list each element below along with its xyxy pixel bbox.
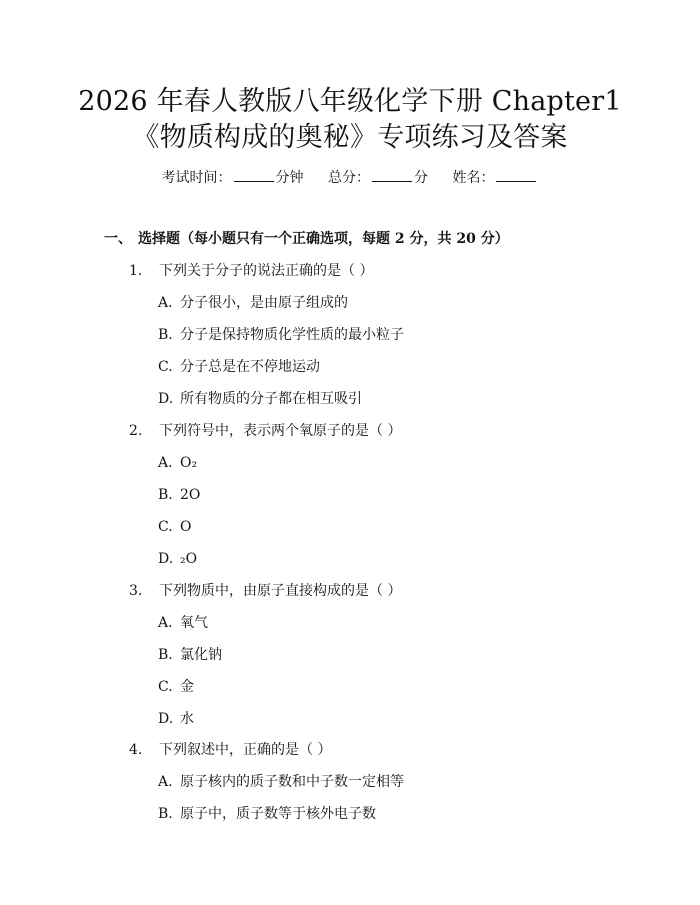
option-text: 2O bbox=[180, 487, 201, 503]
question-1 bbox=[129, 261, 373, 281]
total-score-unit: 分 bbox=[414, 170, 428, 186]
document-title-line1: 2026 年春人教版八年级化学下册 Chapter1 bbox=[78, 86, 622, 117]
question-1-option-b bbox=[158, 325, 404, 345]
option-text: 氯化钠 bbox=[180, 647, 222, 663]
question-text: 下列关于分子的说法正确的是（ ） bbox=[159, 263, 374, 279]
total-score-blank bbox=[372, 169, 412, 182]
question-number: 1. bbox=[129, 263, 143, 279]
question-text: 下列符号中，表示两个氧原子的是（ ） bbox=[159, 423, 402, 439]
question-3-option-b bbox=[158, 645, 222, 665]
option-text: 所有物质的分子都在相互吸引 bbox=[180, 391, 362, 407]
question-number: 3. bbox=[129, 583, 143, 599]
section-heading bbox=[104, 229, 509, 249]
option-letter: A. bbox=[158, 455, 173, 471]
question-2-option-b bbox=[158, 485, 200, 505]
option-letter: B. bbox=[158, 487, 173, 503]
option-text: 原子核内的质子数和中子数一定相等 bbox=[180, 774, 404, 790]
option-letter: D. bbox=[158, 711, 174, 727]
exam-time-unit: 分钟 bbox=[275, 170, 304, 186]
option-letter: A. bbox=[158, 615, 173, 631]
question-1-option-c bbox=[158, 357, 320, 377]
question-3-option-c bbox=[158, 677, 194, 697]
question-2 bbox=[129, 421, 401, 441]
name-label: 姓名： bbox=[452, 170, 495, 186]
question-1-option-d bbox=[158, 389, 362, 409]
document-title-line2: 《物质构成的奥秘》专项练习及答案 bbox=[132, 122, 568, 153]
question-3-option-d bbox=[158, 709, 194, 729]
exam-time-label: 考试时间： bbox=[161, 170, 232, 186]
question-4-option-b bbox=[158, 804, 376, 824]
name-blank bbox=[496, 169, 536, 182]
exam-time-blank bbox=[234, 169, 274, 182]
question-3 bbox=[129, 581, 401, 601]
option-text: 水 bbox=[180, 711, 194, 727]
option-text: 金 bbox=[180, 679, 194, 695]
question-2-option-c bbox=[158, 517, 191, 537]
option-letter: B. bbox=[158, 327, 173, 343]
question-1-option-a bbox=[158, 293, 348, 313]
option-text: 原子中，质子数等于核外电子数 bbox=[180, 806, 376, 822]
section-title: 选择题（每小题只有一个正确选项，每题 2 分，共 20 分） bbox=[138, 231, 509, 247]
option-text: 分子是保持物质化学性质的最小粒子 bbox=[180, 327, 404, 343]
question-2-option-a bbox=[158, 453, 197, 473]
question-2-option-d bbox=[158, 549, 197, 569]
option-text: ₂O bbox=[180, 551, 198, 567]
option-letter: B. bbox=[158, 647, 173, 663]
option-text: O bbox=[180, 519, 192, 535]
question-number: 4. bbox=[129, 742, 143, 758]
option-text: 分子总是在不停地运动 bbox=[180, 359, 320, 375]
option-letter: B. bbox=[158, 806, 173, 822]
section-number: 一、 bbox=[104, 231, 132, 247]
question-4 bbox=[129, 740, 331, 760]
option-text: 氧气 bbox=[180, 615, 208, 631]
name-field bbox=[452, 168, 538, 188]
question-3-option-a bbox=[158, 613, 208, 633]
exam-time-field bbox=[162, 168, 304, 188]
total-score-label: 总分： bbox=[328, 170, 370, 186]
question-number: 2. bbox=[129, 423, 143, 439]
option-letter: D. bbox=[158, 551, 174, 567]
question-4-option-a bbox=[158, 772, 404, 792]
total-score-field bbox=[328, 168, 428, 188]
option-letter: C. bbox=[158, 519, 173, 535]
option-letter: C. bbox=[158, 679, 173, 695]
exam-meta-line bbox=[0, 168, 700, 188]
question-text: 下列叙述中，正确的是（ ） bbox=[159, 742, 332, 758]
option-letter: A. bbox=[158, 774, 173, 790]
option-letter: A. bbox=[158, 295, 173, 311]
option-letter: D. bbox=[158, 391, 174, 407]
option-text: O₂ bbox=[180, 455, 198, 471]
option-letter: C. bbox=[158, 359, 173, 375]
question-text: 下列物质中，由原子直接构成的是（ ） bbox=[159, 583, 402, 599]
option-text: 分子很小，是由原子组成的 bbox=[180, 295, 348, 311]
